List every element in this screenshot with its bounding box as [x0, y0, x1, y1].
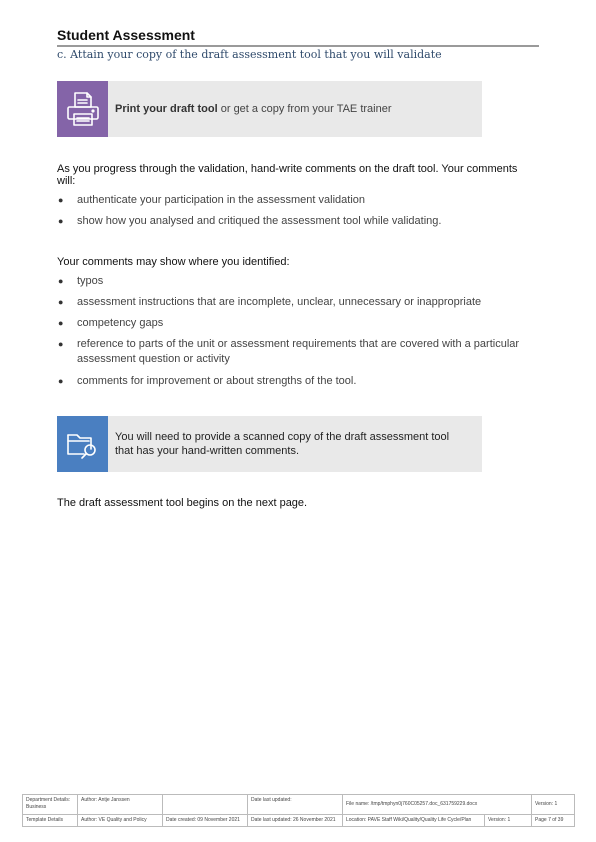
list-item: ● authenticate your participation in the assessment validation [58, 194, 366, 206]
printer-icon [57, 81, 108, 137]
footer-date-last-updated: Date last updated: [248, 795, 343, 815]
footer-version: Version: 1 [532, 795, 575, 815]
footer-file-name: File name: /tmp/tmphyn0j760C05257.doc_631759229.docx [343, 795, 532, 815]
list-item: ● assessment instructions that are incomplete, unclear, unnecessary or inappropriate [58, 296, 482, 308]
section-heading: c. Attain your copy of the draft assessment tool that you will validate [57, 48, 442, 61]
intro-paragraph: As you progress through the validation, hand-write comments on the draft tool. Your comments will: [57, 163, 518, 187]
footer-date-updated: Date last updated: 26 November 2021 [248, 815, 343, 827]
list-item: ● comments for improvement or about strengths of the tool. [58, 375, 357, 387]
footer-blank [163, 795, 248, 815]
footer-template-author: Author: VE Quality and Policy [78, 815, 163, 827]
print-callout-text [108, 102, 392, 116]
footer-department: Department Details: Business [23, 795, 78, 815]
comments-paragraph: Your comments may show where you identified: [57, 256, 290, 268]
print-callout-rest: or get a copy from your TAE trainer [217, 103, 392, 115]
closing-paragraph: The draft assessment tool begins on the next page. [57, 497, 308, 509]
scan-callout [57, 416, 482, 472]
footer-location: Location: PAVE Staff Wiki/Quality/Quality Life Cycle/Plan [343, 815, 485, 827]
page-title: Student Assessment [57, 27, 539, 47]
footer-date-created: Date created: 09 November 2021 [163, 815, 248, 827]
list-item: ● typos [58, 275, 104, 287]
print-callout [57, 81, 482, 137]
list-item: ● show how you analysed and critiqued the assessment tool while validating. [58, 215, 442, 227]
participation-list [57, 193, 537, 229]
print-callout-bold: Print your draft tool [115, 103, 218, 115]
footer-page-number: Page 7 of 39 [532, 815, 575, 827]
scan-callout-text: You will need to provide a scanned copy of the draft assessment tool that has your hand-written comments. [115, 431, 450, 457]
footer-template-version: Version: 1 [485, 815, 532, 827]
footer-author: Author: Antje Janssen [78, 795, 163, 815]
folder-search-icon [57, 416, 108, 472]
document-footer [22, 794, 575, 827]
identified-list [57, 274, 537, 389]
footer-template: Template Details [23, 815, 78, 827]
list-item: ● reference to parts of the unit or assessment requirements that are covered with a particular assessment question or activity [58, 338, 520, 365]
list-item: ● competency gaps [58, 317, 164, 329]
